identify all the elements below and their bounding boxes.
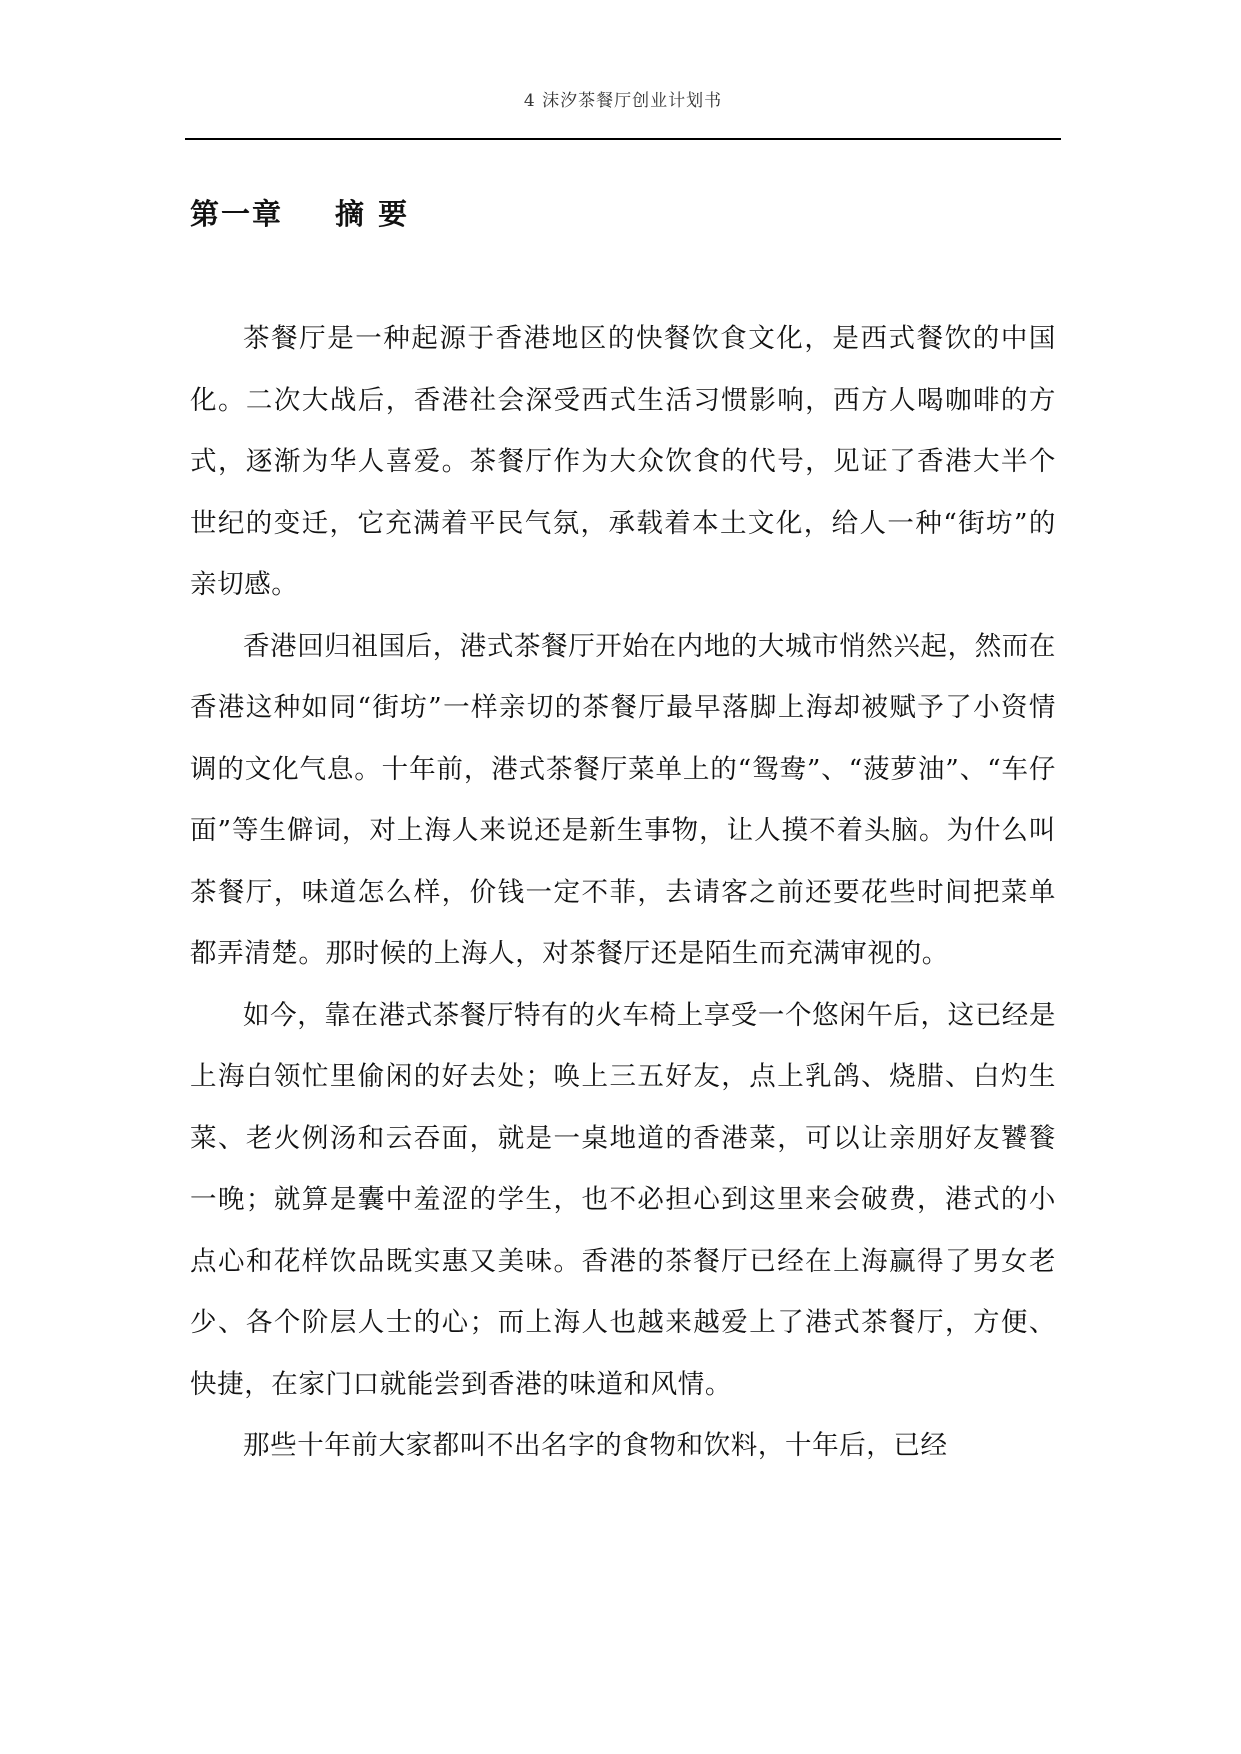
paragraph: 那些十年前大家都叫不出名字的食物和饮料，十年后，已经 xyxy=(243,1430,948,1461)
paragraph: 香港回归祖国后，港式茶餐厅开始在内地的大城市悄然兴起，然而在香港这种如同“街坊”一样亲切的茶餐厅最早落脚上海却被赋予了小资情调的文化气息。十年前，港式茶餐厅菜单上的“鸳鸯”、“菠萝油”、“车仔面”等生僻词，对上海人来说还是新生事物，让人摸不着头脑。为什么叫茶餐厅，味道怎么样，价钱一定不菲，去请客之前还要花些时间把菜单都弄清楚。那时候的上海人，对茶餐厅还是陌生而充满审视的。 xyxy=(190,630,1056,969)
paragraph: 如今，靠在港式茶餐厅特有的火车椅上享受一个悠闲午后，这已经是上海白领忙里偷闲的好去处；唤上三五好友，点上乳鸽、烧腊、白灼生菜、老火例汤和云吞面，就是一桌地道的香港菜，可以让亲朋好友饕餮一晚；就算是囊中羞涩的学生，也不必担心到这里来会破费，港式的小点心和花样饮品既实惠又美味。香港的茶餐厅已经在上海赢得了男女老少、各个阶层人士的心；而上海人也越来越爱上了港式茶餐厅，方便、快捷，在家门口就能尝到香港的味道和风情。 xyxy=(190,999,1056,1400)
chapter-title: 摘 要 xyxy=(335,197,410,231)
chapter-number: 第一章 xyxy=(190,197,284,231)
chapter-heading xyxy=(190,192,409,233)
body-text xyxy=(190,308,1056,1477)
paragraph: 茶餐厅是一种起源于香港地区的快餐饮食文化，是西式餐饮的中国化。二次大战后，香港社会深受西式生活习惯影响，西方人喝咖啡的方式，逐渐为华人喜爱。茶餐厅作为大众饮食的代号，见证了香港大半个世纪的变迁，它充满着平民气氛，承载着本土文化，给人一种“街坊”的亲切感。 xyxy=(190,323,1056,600)
running-header: 4 沫汐茶餐厅创业计划书 xyxy=(523,91,723,111)
header-rule xyxy=(185,138,1061,140)
